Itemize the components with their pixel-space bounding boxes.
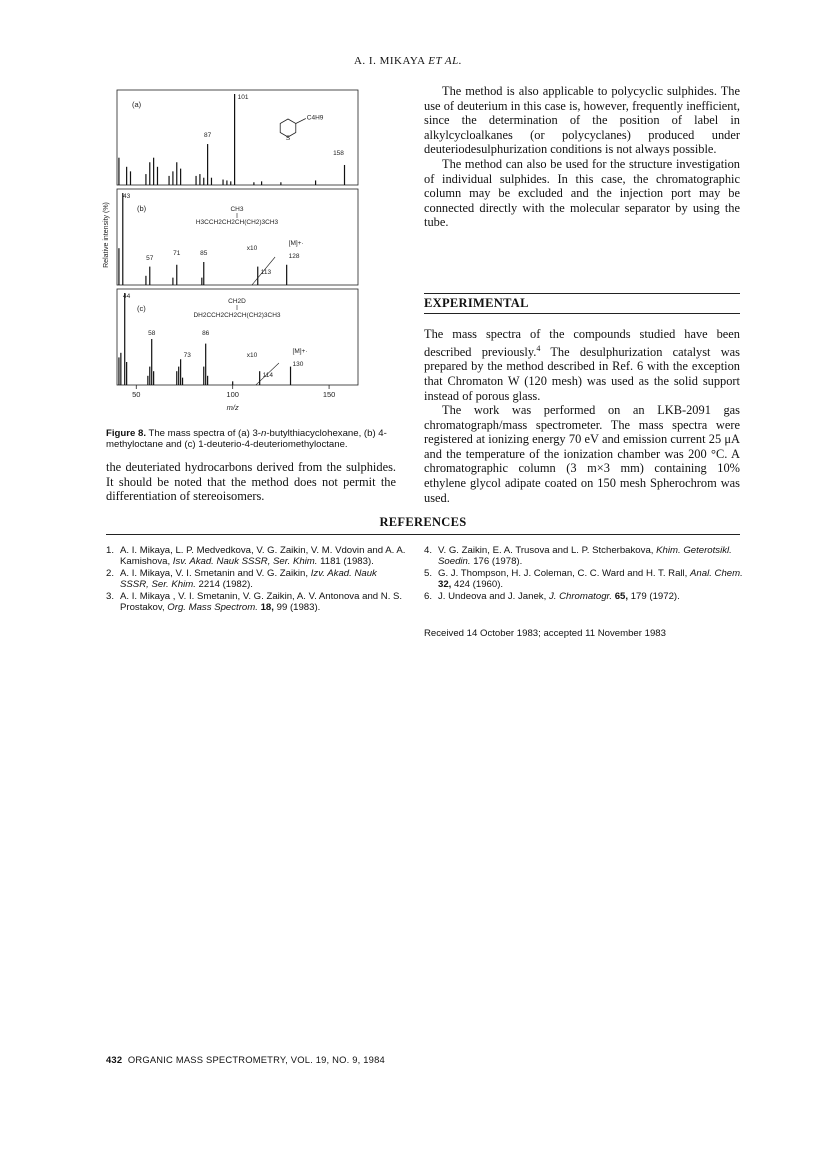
peak-label: 114 xyxy=(262,372,274,379)
ref-volume: 18, xyxy=(257,602,274,614)
experimental-paragraph-1 xyxy=(424,327,740,403)
formula-branch: CH3 xyxy=(230,206,244,213)
experimental-heading: EXPERIMENTAL xyxy=(424,293,740,314)
exp-p1-b: The desulphurization catalyst was prepared by the method described in Ref. 6 with the exception that Chromaton W (120 mesh) was used as the solid support instead of porous glass. xyxy=(424,344,740,403)
left-column-paragraph: the deuteriated hydrocarbons derived from the sulphides. It should be noted that the method does not permit the differentiation of stereoisomers. xyxy=(106,460,396,504)
ref-num: 3. xyxy=(106,590,115,602)
peak-label: 85 xyxy=(200,250,208,257)
peak-label: 130 xyxy=(292,361,304,368)
figure-caption xyxy=(106,428,396,450)
ref-journal: Isv. Akad. Nauk SSSR, Ser. Khim. xyxy=(172,556,318,568)
sulfur-atom-label: S xyxy=(285,135,291,142)
ref-num: 1. xyxy=(106,545,115,556)
peak-label: 71 xyxy=(173,250,181,257)
ref-authors: A. I. Mikaya , V. I. Smetanin, V. G. Zaikin, A. V. Antonova and N. S. Prostakov, xyxy=(120,590,403,614)
peak-label: 43 xyxy=(123,193,131,200)
right-column xyxy=(424,84,740,230)
ref-journal: J. Chromatogr. xyxy=(548,590,613,602)
peak-label: 86 xyxy=(202,330,210,337)
figure-caption-text: The mass spectra of (a) 3- xyxy=(145,428,261,439)
peak-label: 113 xyxy=(260,269,272,276)
magnification-arrow xyxy=(252,257,275,285)
reference-item xyxy=(106,545,406,568)
ref-cite: 2214 (1982). xyxy=(195,579,253,591)
figure-caption-italic: n xyxy=(260,428,267,439)
reference-item xyxy=(424,545,744,568)
ref-journal: Khim. Geterotsikl. Soedin. xyxy=(438,545,732,568)
ref-cite: 176 (1978). xyxy=(470,556,523,568)
journal-citation: ORGANIC MASS SPECTROMETRY, VOL. 19, NO. 9, 1984 xyxy=(127,1054,385,1065)
reference-item xyxy=(424,591,744,602)
ref-journal: Anal. Chem. xyxy=(690,567,743,579)
peak-label: 158 xyxy=(333,150,344,157)
x-axis-label: m/z xyxy=(226,403,239,412)
structure-formula: DH2CCH2CH2CH(CH2)3CH3 xyxy=(193,312,281,319)
spectrum-panel-frame xyxy=(117,189,358,285)
exp-p1-a: The mass spectra of the compounds studied have been described previously. xyxy=(424,327,740,359)
figure-8 xyxy=(100,85,380,430)
figure-caption-text-end: -butylthiacyclohexane, (b) 4-methyloctane and (c) 1-deuterio-4-deuteriomethyloctane. xyxy=(106,428,387,450)
page-number: 432 xyxy=(106,1054,123,1065)
panel-label-c: (c) xyxy=(137,304,146,313)
substituent-formula: C4H9 xyxy=(306,114,324,122)
ref-cite: 1181 (1983). xyxy=(317,556,374,568)
x-tick-label: 150 xyxy=(322,390,336,399)
magnification-label: x10 xyxy=(246,352,258,359)
running-head-authors: A. I. MIKAYA xyxy=(353,55,425,67)
mass-spectra-chart xyxy=(100,85,380,430)
ref-authors: G. J. Thompson, H. J. Coleman, C. C. Ward and H. T. Rall, xyxy=(438,567,691,579)
reference-item xyxy=(106,591,406,614)
received-date: Received 14 October 1983; accepted 11 November 1983 xyxy=(424,628,666,639)
magnification-label: x10 xyxy=(246,245,258,252)
peak-label: 57 xyxy=(146,255,154,262)
citation-sup: 4 xyxy=(536,343,541,353)
x-tick-label: 100 xyxy=(226,390,239,399)
running-head-suffix: ET AL. xyxy=(428,55,463,67)
y-axis-label: Relative intensity (%) xyxy=(103,202,110,268)
experimental-section xyxy=(424,327,740,505)
ref-cite: 179 (1972). xyxy=(628,590,680,602)
peak-label: 58 xyxy=(148,330,156,337)
paragraph-polycyclic: The method is also applicable to polycyclic sulphides. The use of deuterium in this case is, however, frequently inefficient, since the determination of the position of label in alkylcycloalkanes (or polycyclanes) produced under deuteriodesulphurization conditions is not always possible. xyxy=(424,84,740,157)
ref-journal: Org. Mass Spectrom. xyxy=(167,602,258,614)
references-list-left xyxy=(106,545,406,613)
ref-journal: Izv. Akad. Nauk SSSR, Ser. Khim. xyxy=(120,567,377,591)
peak-label: 101 xyxy=(237,94,249,101)
peak-label: 73 xyxy=(183,352,191,359)
ref-volume: 32, xyxy=(438,579,452,591)
peak-label: 87 xyxy=(203,132,212,139)
peak-label: 128 xyxy=(288,253,300,260)
running-head xyxy=(0,55,816,67)
structure-formula: H3CCH2CH2CH(CH2)3CH3 xyxy=(195,219,279,226)
paragraph-structure: The method can also be used for the structure investigation of individual sulphides. In this case, the chromatographic column may be excluded and the injection port may be connected directly with the molecular separator by using the tube. xyxy=(424,156,740,230)
experimental-paragraph-2: The work was performed on an LKB-2091 gas chromatograph/mass spectrometer. The mass spectra were registered at ionizing energy 70 eV and emission current 25 μA and the temperature of the ionization chamber was 200 °C. A chromatographic column (3 m×3 mm) containing 10% ethylene glycol adipate coated on 150 mesh Spherochrom was used. xyxy=(424,403,740,505)
peak-label: 44 xyxy=(123,293,131,300)
ref-authors: V. G. Zaikin, E. A. Trusova and L. P. Stcherbakova, xyxy=(438,545,657,556)
butyl-bond xyxy=(296,119,306,124)
reference-item xyxy=(106,568,406,591)
ref-authors: A. I. Mikaya, V. I. Smetanin and V. G. Zaikin, xyxy=(120,567,311,579)
ref-num: 4. xyxy=(424,545,433,556)
references-heading: REFERENCES xyxy=(106,515,740,535)
x-tick-label: 50 xyxy=(132,390,141,399)
references-list-right xyxy=(424,545,744,602)
page-footer xyxy=(106,1054,385,1065)
ref-num: 6. xyxy=(424,590,433,602)
ref-authors: A. I. Mikaya, L. P. Medvedkova, V. G. Zaikin, V. M. Vdovin and A. A. Kamishova, xyxy=(120,545,406,568)
ref-cite: 99 (1983). xyxy=(273,602,321,614)
ref-volume: 65, xyxy=(612,590,629,602)
ref-authors: J. Undeova and J. Janek, xyxy=(438,590,549,602)
reference-item xyxy=(424,568,744,591)
ref-cite: 424 (1960). xyxy=(451,579,504,591)
formula-branch: CH2D xyxy=(228,298,246,305)
panel-label-a: (a) xyxy=(132,100,142,109)
molecular-ion-label: [M]+· xyxy=(288,240,304,247)
figure-caption-label: Figure 8. xyxy=(106,428,146,439)
molecular-ion-label: [M]+· xyxy=(292,348,308,355)
panel-label-b: (b) xyxy=(137,204,147,213)
ref-num: 2. xyxy=(106,567,115,579)
ref-num: 5. xyxy=(424,567,433,579)
